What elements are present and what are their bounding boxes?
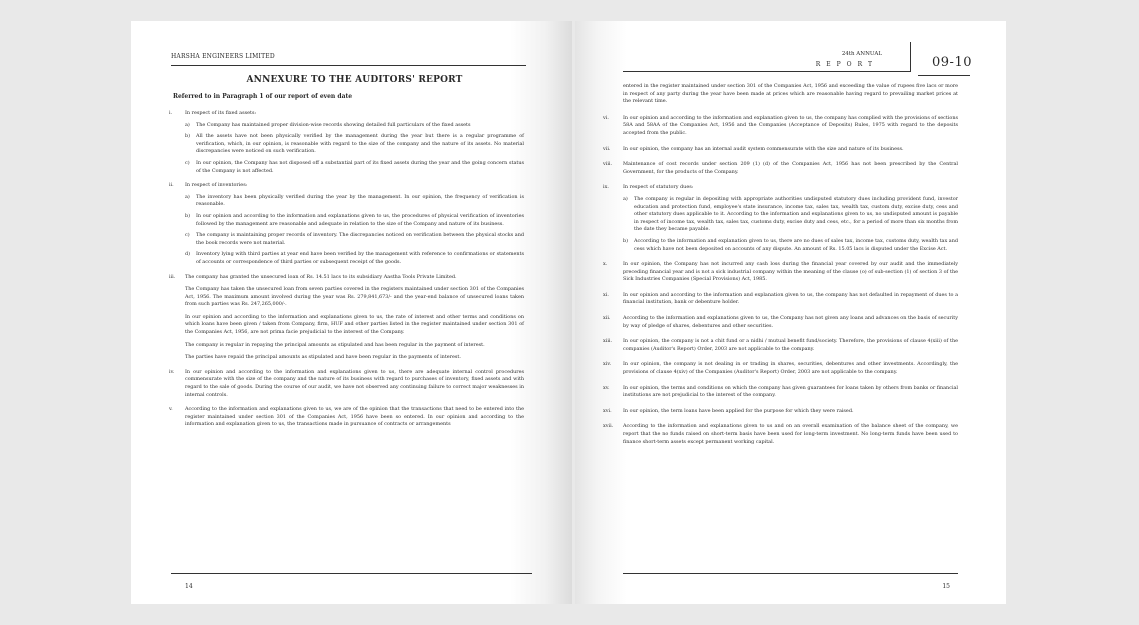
list-item [169, 182, 524, 266]
item-number: vi. [603, 114, 609, 121]
sub-item [185, 122, 524, 130]
sub-item-letter: b) [185, 133, 191, 140]
sub-item [185, 213, 524, 228]
item-text: In respect of inventories: [185, 182, 248, 189]
item-number: vii. [603, 145, 611, 152]
item-number: xvii. [603, 423, 614, 430]
page-title: ANNEXURE TO THE AUDITORS' REPORT [246, 75, 463, 85]
item-number: ii. [169, 182, 174, 189]
continuation-text: entered in the register maintained under section 301 of the Companies Act, 1956 and exceeding the value of rupees five lacs or more in respect of any party during the year have been made at prices which are reasonable having regard to prevailing market prices at the relevant time. [623, 83, 958, 105]
sub-item-letter: c) [185, 159, 190, 166]
item-text: Maintenance of cost records under section 209 (1) (d) of the Companies Act, 1956 has not been prescribed by the Central Government, for the products of the Company. [623, 161, 958, 175]
right-page [575, 21, 1006, 604]
list-item [169, 406, 524, 429]
item-text: In respect of statutory dues: [623, 184, 694, 191]
reference-line: Referred to in Paragraph 1 of our report of even date [173, 93, 353, 100]
page-number: 15 [942, 583, 950, 590]
item-number: xvi. [603, 407, 612, 414]
item-number: iii. [169, 273, 176, 280]
item-number: xii. [603, 315, 611, 322]
list-item [603, 291, 958, 307]
left-page [131, 21, 572, 604]
sub-item-text: In our opinion, the Company has not disposed off a substantial part of its fixed assets during the year and the going concern status of the Company is not affected. [196, 159, 524, 174]
list-item [169, 110, 524, 175]
sub-item [185, 160, 524, 175]
item-number: i. [169, 110, 173, 116]
item-text: In our opinion and according to the information and explanation given to us, the company has complied with the provisions of sections 58A and 58AA of the Companies Act, 1956 and the Companies (Acceptance of Deposits) Rules, 1975 with regard to the deposits accepted from the public. [623, 114, 958, 136]
item-text: In our opinion, the Company has not incurred any cash loss during the financial year covered by our audit and the immediately preceding financial year and is not a sick industrial company within the meaning of the clause (o) of sub-section (1) of section 3 of the Sick Industries Companies (Special Provisions) Act, 1985. [623, 261, 958, 283]
sub-item-text: The company is regular in depositing with appropriate authorities undisputed statutory dues including provident fund, investor education and protection fund, employee's state insurance, income tax, sales tax, wealth tax, custom duty, excise duty, cess and other statutory dues applicable to it. According to the information and explanations given to us, no undisputed amount is payable in respect of income tax, wealth tax, sales tax, customs duty, excise duty and cess, etc., for a period of more than six months from the date they became payable. [634, 195, 958, 233]
item-text: The company has granted the unsecured loan of Rs. 14.51 lacs to its subsidiary Aastha Tools Private Limited. [185, 273, 457, 280]
item-number: x. [603, 261, 608, 268]
sub-item-letter: a) [185, 193, 190, 200]
item-text: According to the information and explanations given to us, we are of the opinion that the transactions that need to be entered into the register maintained under section 301 of the Companies Act, 1956 have been so entered. In our opinion and according to the information and explanation given to us, the transactions made in pursuance of contracts or arrangements [185, 406, 524, 428]
right-items-list [603, 114, 958, 446]
sub-item-letter: d) [185, 251, 191, 258]
report-year: 09-10 [932, 55, 972, 70]
page-number: 14 [185, 583, 193, 590]
item-text: In our opinion and according to the information and explanations given to us, there are adequate internal control procedures commensurate with the size of the company and the nature of its business with regard to purchases of inventory, fixed assets and with regard to the sale of goods. During the course of our audit, we have not observed any continuing failure to correct major weaknesses in internal controls. [185, 368, 524, 398]
header-divider [910, 42, 911, 72]
list-item [603, 145, 958, 154]
sub-item-text: The company is maintaining proper records of inventory. The discrepancies noticed on verification between the physical stocks and the book records were not material. [196, 232, 524, 246]
list-item [603, 361, 958, 376]
item-number: iv. [169, 368, 175, 375]
sub-item-text: According to the information and explanation given to us, there are no dues of sales tax, income tax, customs duty, wealth tax and cess which have not been deposited on accounts of any dispute. An amount of Rs. 15.05 lacs is disputed under the Excise Act. [634, 237, 958, 252]
list-item [169, 273, 524, 362]
item-text: In our opinion, the term loans have been applied for the purpose for which they were raised. [623, 407, 854, 414]
sub-item-text: The inventory has been physically verified during the year by the management. In our opinion, the frequency of verification is reasonable. [196, 193, 524, 208]
list-item [603, 407, 958, 416]
item-text: According to the information and explanations given to us and on an overall examination of the balance sheet of the company, we report that the no funds raised on short-term basis have been used for long-term investment. No long-term funds have been used to finance short-term assets except permanent working capital. [623, 423, 958, 445]
header-rule [171, 65, 526, 66]
item-text: In our opinion and according to the information and explanation given to us, the company has not defaulted in repayment of dues to a financial institution, bank or debenture holder. [623, 291, 958, 306]
item-number: v. [169, 406, 173, 413]
report-header [623, 51, 972, 87]
sub-item-text: Inventory lying with third parties at year end have been verified by the management with reference to confirmations or statements of accounts or correspondence of third parties or subsequent receipt of the goods. [196, 251, 524, 265]
sub-item-text: The Company has maintained proper division-wise records showing detailed full particulars of the fixed assets [196, 121, 471, 128]
list-item [603, 423, 958, 446]
report-label: REPORT [815, 61, 878, 68]
list-item [603, 338, 958, 353]
sub-item-letter: b) [623, 237, 629, 244]
list-item [603, 384, 958, 400]
list-item [603, 184, 958, 253]
item-text: In our opinion, the terms and conditions on which the company has given guarantees for loans taken by others from banks or financial institutions are not prejudicial to the interest of the company. [623, 384, 958, 399]
sub-item-text: All the assets have not been physically verified by the management during the year but there is a regular programme of verification, which, in our opinion, is reasonable with regard to the size of the company and the nature of its assets. No material discrepancies were noticed on such verification. [196, 133, 524, 155]
header-rule [623, 71, 910, 72]
item-number: xv. [603, 384, 610, 391]
sub-item-letter: a) [185, 121, 190, 128]
list-item [603, 161, 958, 176]
header-rule-short [918, 75, 970, 76]
sub-item-letter: c) [185, 232, 190, 239]
item-text: In our opinion, the company is not dealing in or trading in shares, securities, debentures and other investments. Accordingly, the provisions of clause 4(xiv) of the Companies (Auditor's Report) Order, 2003 are not applicable to the company. [623, 361, 958, 376]
sub-item [623, 238, 958, 253]
sub-item [185, 251, 524, 266]
left-items-list [169, 110, 524, 429]
item-paragraph: The Company has taken the unsecured loan from seven parties covered in the registers maintained under section 301 of the Companies Act, 1956. The maximum amount involved during the year was Rs. 279,841,673/- and the year-end balance of unsecured loans taken from such parties was Rs. 247,265,000/-. [185, 286, 524, 308]
item-number: xiv. [603, 361, 612, 368]
list-item [603, 315, 958, 330]
item-text: According to the information and explanations given to us, the Company has not given any loans and advances on the basis of security by way of pledge of shares, debentures and other securities. [623, 315, 958, 329]
company-header: HARSHA ENGINEERS LIMITED [171, 53, 275, 60]
annual-label: 24th ANNUAL [841, 51, 882, 57]
item-paragraph: The company is regular in repaying the principal amounts as stipulated and has been regular in the payment of interest. [185, 341, 485, 348]
sub-item [185, 133, 524, 156]
list-item [603, 261, 958, 284]
sub-item [623, 196, 958, 234]
sub-item [185, 194, 524, 209]
sub-item [185, 232, 524, 247]
item-text: In our opinion, the company has an internal audit system commensurate with the size and nature of its business. [623, 145, 904, 152]
item-text: In respect of its fixed assets: [185, 110, 257, 116]
item-paragraph: In our opinion and according to the information and explanations given to us, the rate of interest and other terms and conditions on which loans have been given / taken from Company, firm, HUF and other parties listed in the register maintained under section 301 of the Companies Act, 1956, are not prima facie prejudicial to the interest of the Company. [185, 313, 524, 336]
item-number: viii. [603, 161, 613, 168]
sub-item-letter: a) [623, 195, 628, 202]
item-number: xiii. [603, 338, 613, 345]
item-number: xi. [603, 291, 609, 298]
sub-item-text: In our opinion and according to the information and explanations given to us, the procedures of physical verification of inventories followed by the management are reasonable and adequate in relation to the size of the Company and nature of its business. [196, 212, 524, 227]
footer-rule [171, 573, 532, 574]
sub-item-letter: b) [185, 212, 191, 219]
item-paragraph: The parties have repaid the principal amounts as stipulated and have been regular in the payments of interest. [185, 354, 461, 361]
footer-rule [623, 573, 958, 574]
item-number: ix. [603, 184, 609, 191]
item-text: In our opinion, the company is not a chit fund or a nidhi / mutual benefit fund/society. Therefore, the provisions of clause 4(xiii) of the companies (Auditor's Report) Order, 2003 are not applicable to the company. [623, 338, 958, 352]
list-item [169, 368, 524, 399]
list-item [603, 114, 958, 138]
